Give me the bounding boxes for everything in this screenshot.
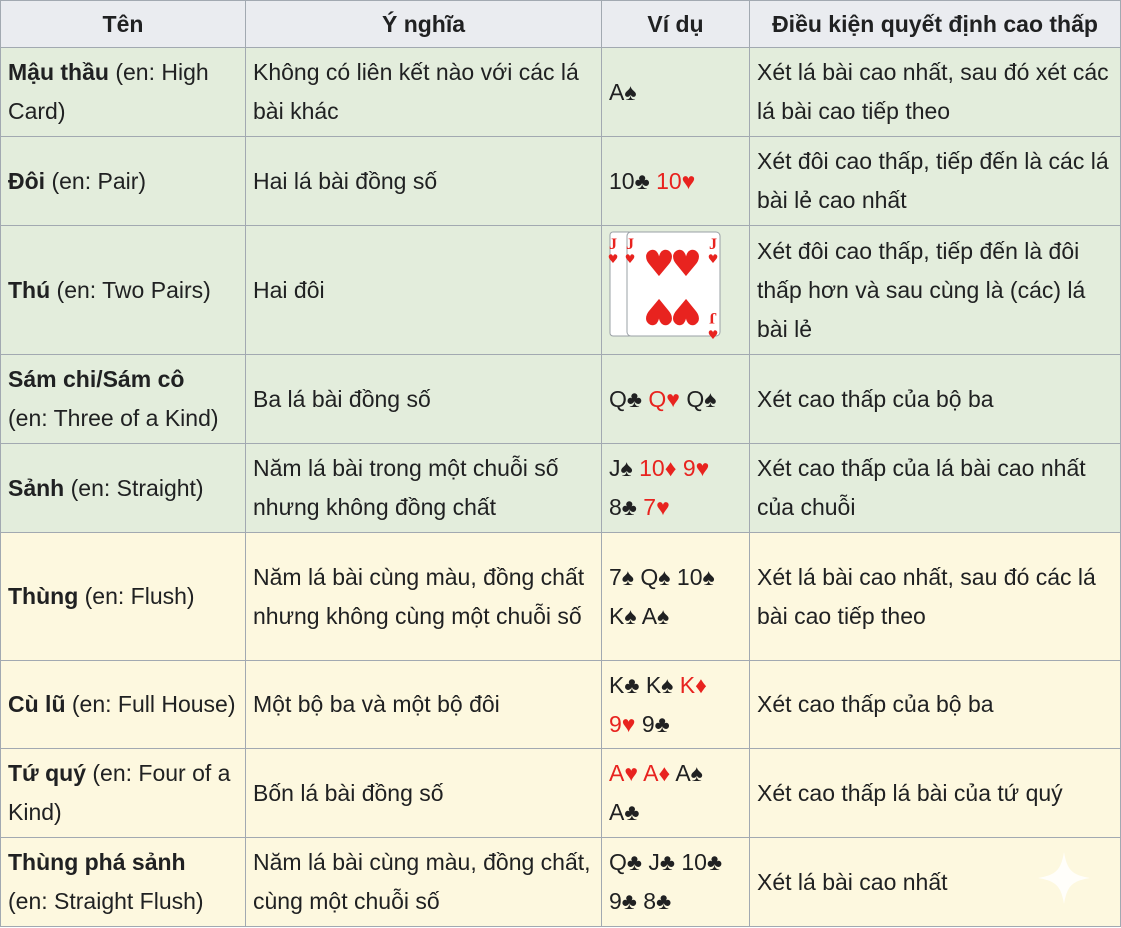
playing-card-text: K♠ [645,671,674,698]
heart-icon: ♥ [624,252,636,266]
playing-card-text: Q♣ [609,385,642,412]
example-line [609,793,742,832]
hand-name-cell [1,444,246,533]
hand-english-name: (en: Full House) [65,691,236,717]
playing-card-text: Q♥ [648,385,680,412]
heart-icon: ♥ [642,244,676,285]
hand-name: Sám chi/Sám cô [8,366,185,392]
playing-card-jack-of-hearts [607,231,721,342]
heart-icon: ♥ [669,244,703,285]
card-rank-label: J [609,236,617,253]
hand-name: Sảnh [8,474,65,501]
hand-english-name: (en: Four of a Kind) [8,760,231,825]
table-row [1,838,1121,927]
playing-card-text: Q♣ [609,849,642,875]
playing-card-text: 9♥ [609,710,636,737]
playing-card-text: J♠ [609,455,633,481]
hand-english-name: (en: Flush) [78,583,195,609]
heart-icon: ♥ [607,252,619,266]
ranking-condition: Xét lá bài cao nhất, sau đó các lá bài cao tiếp theo [750,533,1121,661]
example-line [609,666,742,705]
header-meaning[interactable]: Ý nghĩa [246,1,602,48]
ranking-condition: Xét cao thấp của bộ ba [750,661,1121,749]
table-row [1,444,1121,533]
example-line [609,488,742,527]
example-line [609,73,742,112]
ranking-condition: Xét cao thấp của lá bài cao nhất của chuỗi [750,444,1121,533]
hand-example [602,533,750,661]
heart-icon: ♥ [669,290,703,331]
playing-card-text: A♠ [675,760,703,786]
table-row [1,226,1121,355]
playing-card-text: K♠ [609,602,637,629]
hand-name: Thú [8,276,51,303]
hand-meaning: Bốn lá bài đồng số [246,749,602,838]
hand-meaning: Năm lá bài trong một chuỗi số nhưng không đồng chất [246,444,602,533]
heart-icon: ♥ [707,328,719,342]
playing-card-text: Q♠ [686,385,717,412]
hand-meaning: Không có liên kết nào với các lá bài khác [246,48,602,137]
heart-icon: ♥ [707,252,719,266]
playing-card-text: 8♣ [609,494,637,520]
card-rank-label: J [709,236,717,253]
ranking-condition: Xét lá bài cao nhất [750,838,1121,927]
table-row [1,355,1121,444]
header-condition[interactable]: Điều kiện quyết định cao thấp [750,1,1121,48]
hand-name: Tứ quý [8,760,86,786]
hand-english-name: (en: Straight) [64,474,204,501]
table-row [1,661,1121,749]
sparkle-icon [1036,850,1092,906]
ranking-condition: Xét lá bài cao nhất, sau đó xét các lá bài cao tiếp theo [750,48,1121,137]
example-line [609,449,742,488]
playing-card-text: K♦ [679,671,707,698]
example-line [609,558,742,597]
example-line [609,754,742,793]
playing-card-text: 10♦ [639,455,677,481]
playing-card-text: 10♣ [609,167,650,194]
hand-name-cell [1,137,246,226]
playing-card-text: A♠ [609,78,637,105]
hand-meaning: Năm lá bài cùng màu, đồng chất, cùng một chuỗi số [246,838,602,927]
hand-meaning: Năm lá bài cùng màu, đồng chất nhưng không cùng một chuỗi số [246,533,602,661]
playing-card-text: A♣ [609,799,640,825]
header-example[interactable]: Ví dụ [602,1,750,48]
playing-card-text: 10♠ [676,563,715,590]
hand-example [602,838,750,927]
hand-example [602,749,750,838]
hand-name-cell [1,749,246,838]
playing-card-text: 9♣ [609,888,637,914]
header-name[interactable]: Tên [1,1,246,48]
hand-english-name: (en: High Card) [8,59,209,124]
hand-name: Thùng [8,583,79,609]
example-line [609,162,742,201]
hand-meaning: Ba lá bài đồng số [246,355,602,444]
playing-card-text: J♣ [648,849,675,875]
hand-name: Cù lũ [8,691,66,717]
ranking-condition: Xét đôi cao thấp, tiếp đến là các lá bài lẻ cao nhất [750,137,1121,226]
playing-card-text: 9♥ [682,455,710,481]
card-rank-label: J [709,309,717,326]
hand-example [602,355,750,444]
ranking-condition: Xét cao thấp lá bài của tứ quý [750,749,1121,838]
hand-name: Đôi [8,167,46,194]
example-line [609,882,742,921]
playing-card-text: Q♠ [640,563,671,590]
hand-name: Mậu thầu [8,59,109,85]
playing-card-text: 8♣ [643,888,672,914]
hand-meaning: Một bộ ba và một bộ đôi [246,661,602,749]
heart-icon: ♥ [642,290,676,331]
table-row [1,137,1121,226]
hand-name-cell [1,226,246,355]
hand-example [602,226,750,355]
hand-example [602,661,750,749]
hand-name-cell [1,48,246,137]
playing-card-text: 10♣ [681,849,723,875]
ranking-condition: Xét cao thấp của bộ ba [750,355,1121,444]
header-row [1,1,1121,48]
ranking-condition: Xét đôi cao thấp, tiếp đến là đôi thấp hơn và sau cùng là (các) lá bài lẻ [750,226,1121,355]
hand-example [602,444,750,533]
hand-name-cell [1,661,246,749]
example-line [609,380,742,419]
example-line [609,843,742,882]
hand-name-cell [1,838,246,927]
table-row [1,533,1121,661]
playing-card-text: K♣ [609,671,640,698]
playing-card-text: 9♣ [641,710,670,737]
hand-english-name: (en: Two Pairs) [50,276,211,303]
hand-english-name: (en: Straight Flush) [8,888,204,914]
hand-meaning: Hai lá bài đồng số [246,137,602,226]
hand-english-name: (en: Pair) [45,167,147,194]
table-row [1,749,1121,838]
hand-english-name: (en: Three of a Kind) [8,405,219,431]
playing-card-text: 10♥ [656,167,696,194]
hand-meaning: Hai đôi [246,226,602,355]
playing-card-text: A♦ [643,760,671,786]
example-line [609,705,742,744]
playing-card-text: A♠ [641,602,670,629]
playing-card-text: A♥ [609,760,638,786]
hand-name-cell [1,533,246,661]
playing-card-text: 7♥ [643,494,670,520]
hand-name-cell [1,355,246,444]
hand-example [602,48,750,137]
playing-card-text: 7♠ [609,563,635,590]
table-row [1,48,1121,137]
card-rank-label: J [626,236,634,253]
hand-name: Thùng phá sảnh [8,849,186,875]
example-line [609,597,742,636]
hand-example [602,137,750,226]
